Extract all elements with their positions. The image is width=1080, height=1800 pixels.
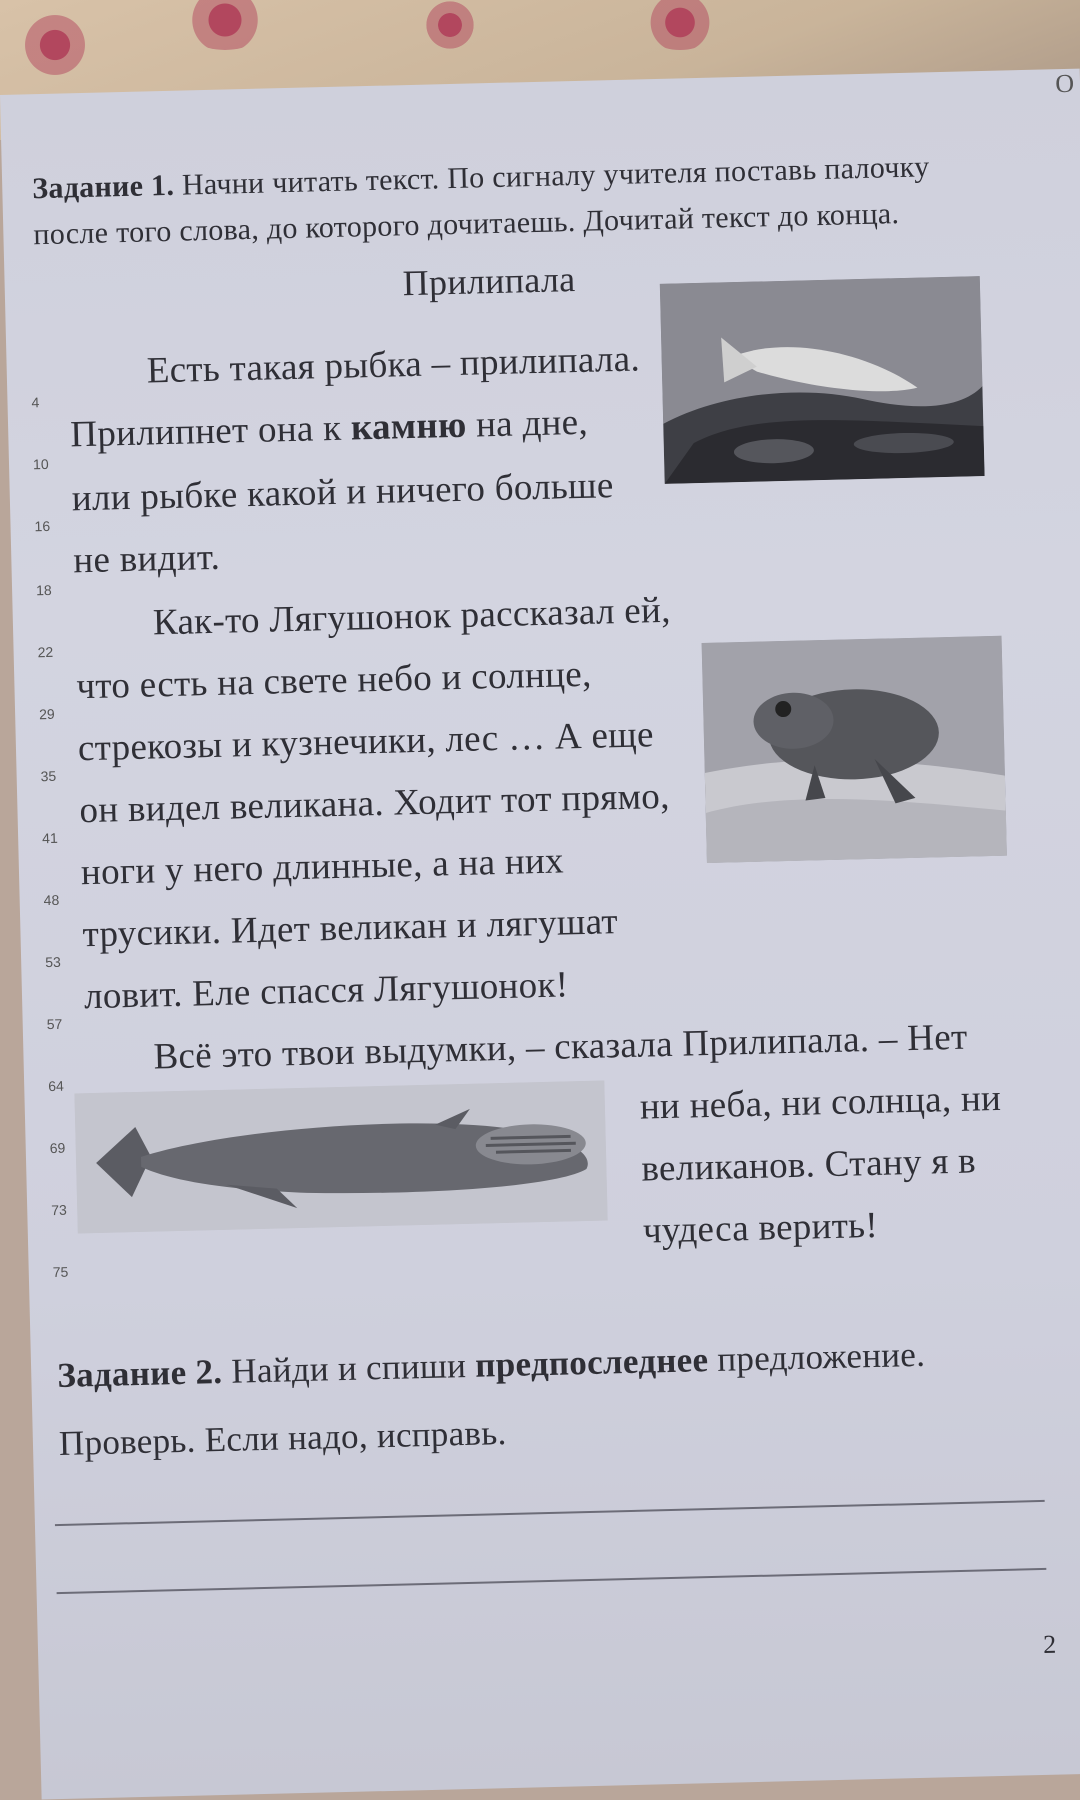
story-line: Есть такая рыбка – прилипала. — [146, 338, 641, 392]
word-count: 53 — [45, 953, 61, 971]
task2-line1: Задание 2. Найди и спиши предпоследнее предложение. — [56, 1334, 926, 1395]
page-number: 2 — [1042, 1629, 1057, 1659]
frog-photo — [702, 636, 1007, 863]
word-count: 10 — [32, 455, 49, 473]
word-count: 57 — [46, 1015, 63, 1033]
remora-fish-photo — [74, 1081, 607, 1234]
task1-line2: после того слова, до которого дочитаешь. Дочитай текст до конца. — [33, 197, 900, 252]
task2-line2: Проверь. Если надо, исправь. — [58, 1413, 508, 1463]
word-count: 64 — [48, 1077, 64, 1095]
answer-line[interactable] — [55, 1500, 1045, 1526]
story-line: Всё это твои выдумки, – сказала Прилипала. – Нет — [153, 1016, 968, 1078]
word-count: 16 — [34, 517, 51, 535]
story-line: ловит. Еле спасся Лягушонок! — [83, 964, 569, 1018]
story-line: Как-то Лягушонок рассказал ей, — [152, 589, 672, 644]
bold-word-kamnyu: камню — [350, 404, 468, 449]
story-line: он видел великана. Ходит тот прямо, — [79, 775, 671, 832]
story-line: ноги у него длинные, а на них — [80, 840, 565, 894]
word-count: 41 — [41, 829, 58, 847]
word-count: 29 — [38, 705, 55, 723]
story-line: или рыбке какой и ничего больше — [71, 465, 615, 520]
corner-mark: О — [1054, 68, 1075, 99]
task1-text: Начни читать текст. По сигналу учителя поставь палочку — [181, 150, 930, 202]
flower-pattern — [420, 0, 480, 50]
word-count: 48 — [43, 891, 60, 909]
word-count: 22 — [37, 643, 54, 661]
flower-pattern — [640, 0, 720, 50]
remora-on-rock-photo — [660, 276, 985, 484]
story-line: стрекозы и кузнечики, лес … А еще — [77, 714, 655, 770]
workbook-page — [0, 69, 1080, 1800]
word-count: 18 — [35, 581, 52, 599]
story-line: трусики. Идет великан и лягушат — [82, 901, 619, 956]
story-line: ни неба, ни солнца, ни — [639, 1077, 1002, 1128]
word-count: 75 — [52, 1263, 69, 1281]
word-count: 4 — [31, 394, 40, 411]
answer-line[interactable] — [57, 1568, 1047, 1594]
story-title: Прилипала — [402, 259, 576, 304]
story-line: чудеса верить! — [642, 1204, 879, 1252]
flower-pattern — [20, 10, 90, 80]
task1-line1 — [32, 150, 930, 206]
bold-word-predposlednee: предпоследнее — [474, 1340, 709, 1385]
word-count: 73 — [51, 1201, 68, 1219]
story-line: что есть на свете небо и солнце, — [75, 653, 592, 708]
task2-label: Задание 2. — [56, 1351, 223, 1395]
word-count: 69 — [49, 1139, 66, 1157]
story-line: великанов. Стану я в — [640, 1140, 977, 1190]
flower-pattern — [180, 0, 270, 50]
word-count: 35 — [40, 767, 57, 785]
task1-label: Задание 1. — [31, 168, 175, 206]
story-line: не видит. — [72, 536, 221, 582]
story-line: Прилипнет она к камню на дне, — [69, 401, 589, 456]
